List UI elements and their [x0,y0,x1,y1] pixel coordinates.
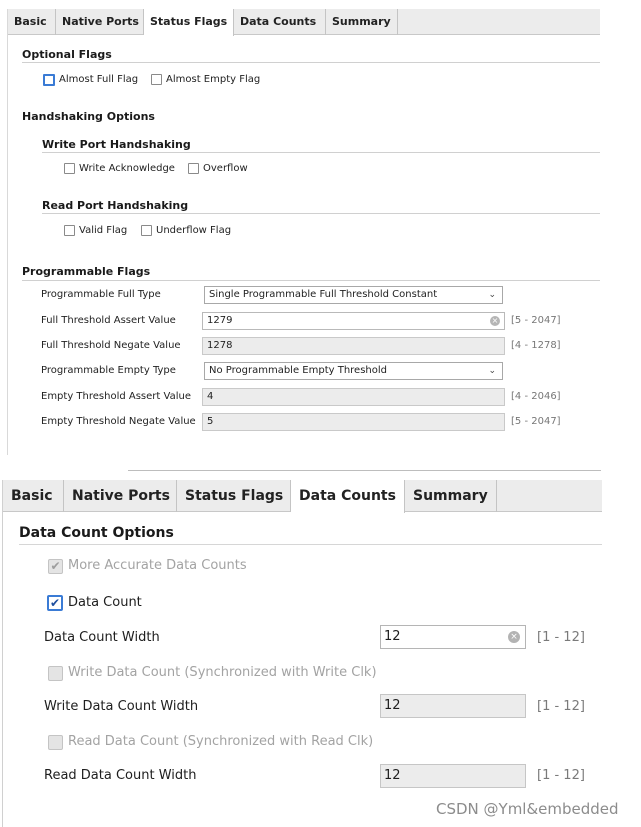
write-acknowledge-checkbox[interactable] [64,162,175,175]
data-count-width-input[interactable] [380,625,526,649]
checkbox-box[interactable] [43,74,55,86]
optional-flags-heading: Optional Flags [22,48,112,61]
overflow-label: Overflow [203,163,248,174]
programmable-flags-heading: Programmable Flags [22,265,151,278]
tab-bar [8,9,600,35]
tab-bar [3,480,602,512]
data-count-options-heading: Data Count Options [19,525,174,541]
handshaking-heading: Handshaking Options [22,110,155,123]
tab-basic[interactable]: Basic [8,9,56,35]
programmable-full-type-label: Programmable Full Type [41,289,161,300]
tab-summary[interactable]: Summary [405,480,497,512]
programmable-empty-type-label: Programmable Empty Type [41,365,176,376]
tab-basic[interactable]: Basic [3,480,64,512]
clear-icon[interactable]: × [491,316,499,325]
tab-data-counts[interactable]: Data Counts [291,480,405,513]
section-divider [42,152,600,153]
empty-threshold-negate-input [202,413,505,431]
valid-flag-label: Valid Flag [79,225,128,236]
watermark: CSDN @Yml&embedded [436,800,619,818]
full-threshold-negate-range: [4 - 1278] [511,340,561,351]
more-accurate-data-counts-label: More Accurate Data Counts [68,558,247,573]
write-data-count-width-input [380,694,526,718]
full-threshold-negate-label: Full Threshold Negate Value [41,340,181,351]
tab-native-ports[interactable]: Native Ports [64,480,177,512]
checkbox-box[interactable] [64,225,75,236]
data-count-label: Data Count [68,595,142,610]
read-data-count-width-label: Read Data Count Width [44,768,197,783]
tab-status-flags[interactable]: Status Flags [177,480,291,512]
full-threshold-assert-label: Full Threshold Assert Value [41,315,176,326]
write-port-handshaking-heading: Write Port Handshaking [42,138,191,151]
input-value: 1278 [207,340,233,351]
tab-native-ports[interactable]: Native Ports [56,9,144,35]
input-value: 12 [384,698,401,713]
write-data-count-checkbox [48,664,377,682]
full-threshold-assert-range: [5 - 2047] [511,315,561,326]
data-count-width-label: Data Count Width [44,630,160,645]
checkbox-box[interactable] [151,74,162,85]
clear-icon[interactable]: × [508,631,520,643]
overflow-checkbox[interactable] [188,162,248,175]
read-data-count-label: Read Data Count (Synchronized with Read Clk) [68,734,374,749]
more-accurate-data-counts-checkbox [48,557,247,575]
full-threshold-negate-input [202,337,505,355]
empty-threshold-assert-input [202,388,505,406]
checkbox-box[interactable] [64,163,75,174]
section-divider [22,280,600,281]
input-value: 4 [207,391,214,402]
input-value: 1279 [207,315,233,326]
full-threshold-assert-input[interactable] [202,312,505,330]
select-value: No Programmable Empty Threshold [209,365,388,376]
input-value: 5 [207,416,214,427]
tab-data-counts[interactable]: Data Counts [234,9,326,35]
tab-summary[interactable]: Summary [326,9,398,35]
almost-empty-flag-label: Almost Empty Flag [166,74,261,85]
section-divider [22,62,600,63]
checkbox-box[interactable] [188,163,199,174]
select-value: Single Programmable Full Threshold Constant [209,289,438,300]
check-icon[interactable]: ✔ [47,595,63,611]
panel-separator [128,470,601,471]
check-icon: ✔ [48,559,63,574]
checkbox-box[interactable] [141,225,152,236]
read-data-count-checkbox [48,733,373,751]
data-count-checkbox[interactable] [47,594,142,612]
almost-empty-flag-checkbox[interactable] [151,73,260,86]
write-data-count-width-range: [1 - 12] [537,699,585,714]
valid-flag-checkbox[interactable] [64,224,127,237]
programmable-full-type-select[interactable] [204,286,503,304]
empty-threshold-negate-label: Empty Threshold Negate Value [41,416,196,427]
chevron-down-icon[interactable]: ⌄ [488,290,496,300]
section-divider [19,544,602,545]
empty-threshold-assert-label: Empty Threshold Assert Value [41,391,191,402]
write-data-count-label: Write Data Count (Synchronized with Write Clk) [68,665,377,680]
almost-full-flag-label: Almost Full Flag [59,74,139,85]
read-data-count-width-input [380,764,526,788]
input-value: 12 [384,768,401,783]
status-flags-panel [7,9,600,455]
data-count-width-range: [1 - 12] [537,630,585,645]
underflow-flag-label: Underflow Flag [156,225,232,236]
section-divider [42,213,600,214]
write-data-count-width-label: Write Data Count Width [44,699,199,714]
almost-full-flag-checkbox[interactable] [43,73,138,86]
empty-threshold-assert-range: [4 - 2046] [511,391,561,402]
chevron-down-icon[interactable]: ⌄ [488,366,496,376]
empty-threshold-negate-range: [5 - 2047] [511,416,561,427]
write-acknowledge-label: Write Acknowledge [79,163,175,174]
read-data-count-width-range: [1 - 12] [537,768,585,783]
programmable-empty-type-select[interactable] [204,362,503,380]
checkbox-box [48,666,63,681]
underflow-flag-checkbox[interactable] [141,224,231,237]
data-counts-panel [2,480,602,827]
tab-status-flags[interactable]: Status Flags [144,9,234,36]
checkbox-box [48,735,63,750]
read-port-handshaking-heading: Read Port Handshaking [42,199,189,212]
input-value: 12 [384,629,401,644]
